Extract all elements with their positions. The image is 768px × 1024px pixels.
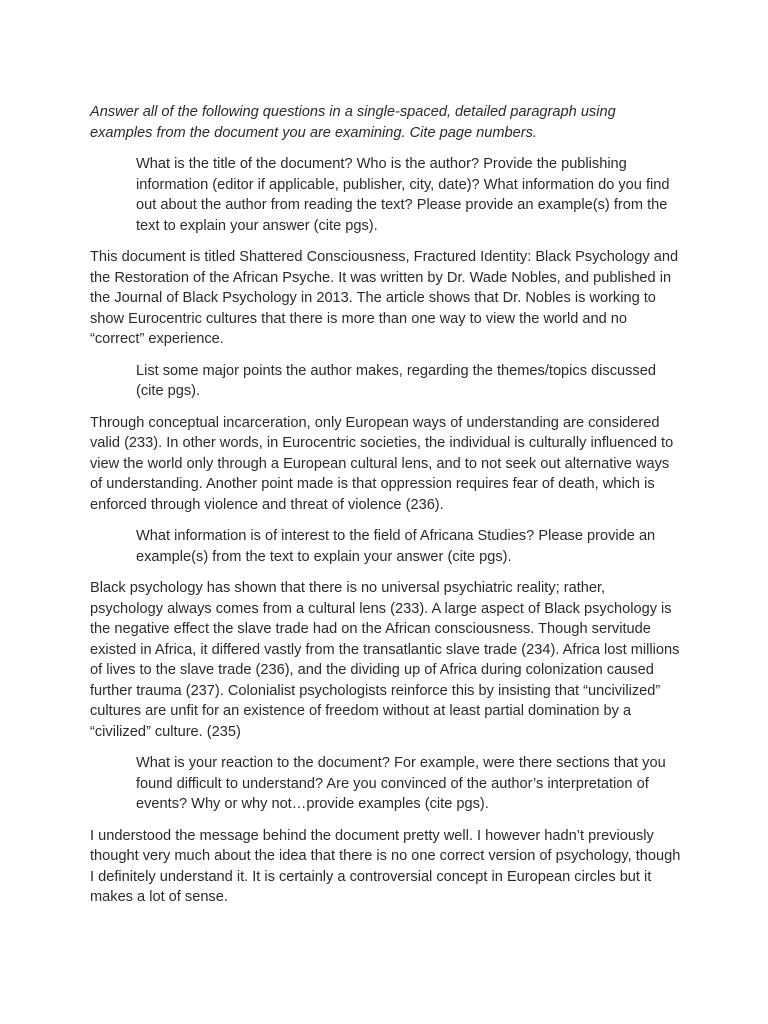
question-2: List some major points the author makes, regarding the themes/topics discussed (cite pgs). bbox=[136, 362, 656, 399]
answer-4: I understood the message behind the document pretty well. I however hadn’t previously thought very much about the idea that there is no one correct version of psychology, though I definitely understand it. It is certainly a controversial concept in European circles but it makes a lot of sense. bbox=[90, 827, 681, 905]
document-page bbox=[90, 102, 682, 919]
question-1: What is the title of the document? Who is the author? Provide the publishing information (editor if applicable, publisher, city, date)? What information do you find out about the author from reading the text? Please provide an example(s) from the text to explain your answer (cite pgs). bbox=[136, 156, 670, 234]
question-4: What is your reaction to the document? For example, were there sections that you found difficult to understand? Are you convinced of the author’s interpretation of events? Why or why not…provide examples (cite pgs). bbox=[136, 755, 666, 812]
instructions: Answer all of the following questions in a single-spaced, detailed paragraph using examples from the document you are examining. Cite page numbers. bbox=[90, 104, 616, 141]
answer-1: This document is titled Shattered Consciousness, Fractured Identity: Black Psychology and the Restoration of the African Psyche. It was written by Dr. Wade Nobles, and published in the Journal of Black Psychology in 2013. The article shows that Dr. Nobles is working to show Eurocentric cultures that there is more than one way to view the world and no “correct” experience. bbox=[90, 249, 679, 347]
question-3: What information is of interest to the field of Africana Studies? Please provide an example(s) from the text to explain your answer (cite pgs). bbox=[136, 528, 656, 565]
answer-3: Black psychology has shown that there is no universal psychiatric reality; rather, psychology always comes from a cultural lens (233). A large aspect of Black psychology is the negative effect the slave trade had on the African consciousness. Though servitude existed in Africa, it differed vastly from the transatlantic slave trade (234). Africa lost millions of lives to the slave trade (236), and the dividing up of Africa during colonization caused further trauma (237). Colonialist psychologists reinforce this by insisting that “uncivilized” cultures are unfit for an existence of freedom without at least partial domination by a “civilized” culture. (235) bbox=[90, 580, 680, 740]
answer-2: Through conceptual incarceration, only European ways of understanding are considered valid (233). In other words, in Eurocentric societies, the individual is culturally influenced to view the world only through a European cultural lens, and to not seek out alternative ways of understanding. Another point made is that oppression requires fear of death, which is enforced through violence and threat of violence (236). bbox=[90, 414, 674, 513]
